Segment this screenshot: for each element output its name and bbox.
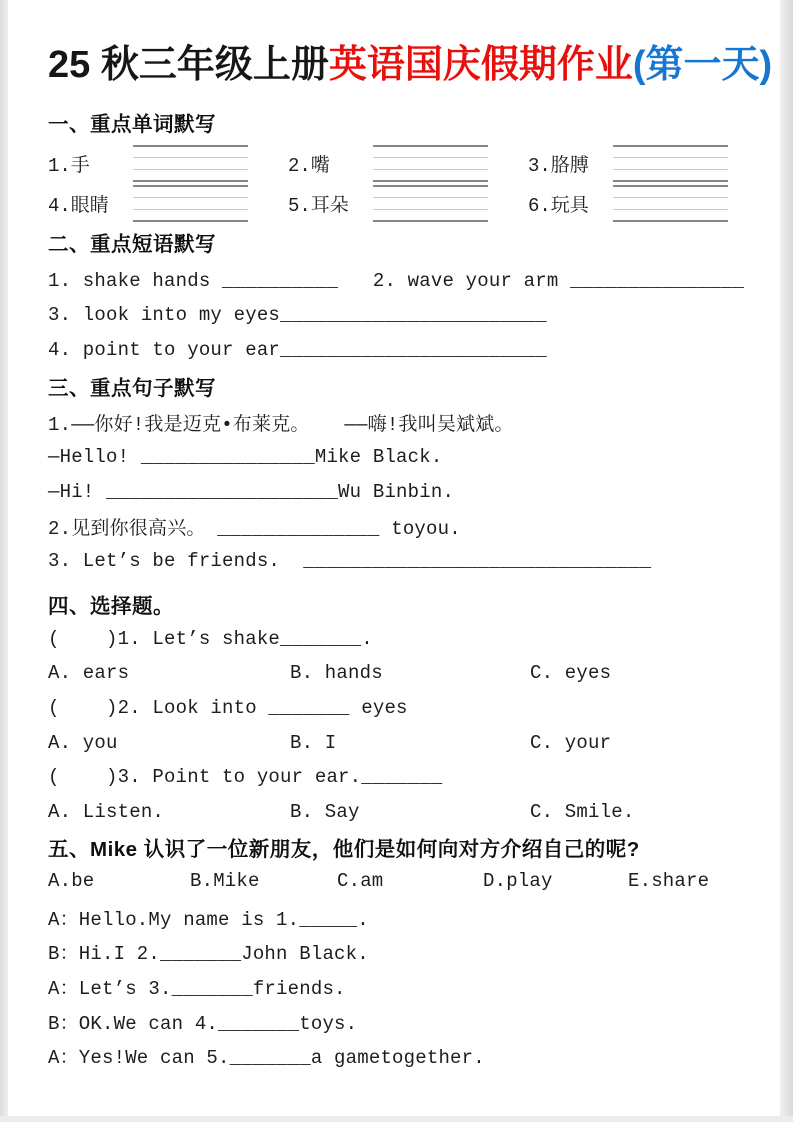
choice-option: C. eyes xyxy=(530,662,612,685)
section-dialogue-heading: 五、Mike 认识了一位新朋友，他们是如何向对方介绍自己的呢? xyxy=(48,837,640,861)
choice-options-row xyxy=(48,656,740,691)
section-choice-heading: 四、选择题。 xyxy=(48,594,174,618)
dialogue-line: B：Hi.I 2._______John Black. xyxy=(48,943,369,966)
word-item xyxy=(528,185,734,222)
phrase-line: 3. look into my eyes_______________________ xyxy=(48,304,547,327)
choice-option: B. Say xyxy=(290,801,360,824)
word-item xyxy=(48,145,248,182)
section-sentences-heading: 三、重点句子默写 xyxy=(48,376,216,400)
word-bank-option: E.share xyxy=(628,870,710,893)
word-bank-option: A.be xyxy=(48,870,95,893)
scan-edge-left xyxy=(0,0,8,1122)
word-item-label: 2.嘴 xyxy=(288,154,330,177)
word-item-label: 4.眼睛 xyxy=(48,194,109,217)
choice-option: B. I xyxy=(290,731,337,754)
choice-options-row xyxy=(48,795,740,830)
writing-guide-lines xyxy=(133,185,248,222)
title-part-red: 英语国庆假期作业 xyxy=(328,44,633,86)
dialogue-line: A：Hello.My name is 1._____. xyxy=(48,908,369,931)
writing-guide-lines xyxy=(613,145,728,182)
scan-edge-right xyxy=(780,0,793,1122)
section-words-heading: 一、重点单词默写 xyxy=(48,113,216,137)
choice-question-stem: ( )1. Let’s shake_______. xyxy=(48,627,373,650)
scan-edge-bottom xyxy=(0,1116,793,1122)
choice-option: B. hands xyxy=(290,662,383,685)
word-item xyxy=(288,145,488,182)
sentence-line: 3. Let’s be friends. ______________________________ xyxy=(48,550,652,573)
word-bank-option: C.am xyxy=(337,870,384,893)
writing-guide-lines xyxy=(373,145,488,182)
choice-option: A. ears xyxy=(48,662,130,685)
dialogue-line: A：Yes!We can 5._______a gametogether. xyxy=(48,1047,485,1070)
word-item-label: 1.手 xyxy=(48,154,90,177)
writing-guide-lines xyxy=(613,185,728,222)
choice-options-row xyxy=(48,725,740,760)
dialogue-line: B：OK.We can 4._______toys. xyxy=(48,1012,358,1035)
sentence-line: —Hi! ____________________Wu Binbin. xyxy=(48,480,455,503)
choice-question-stem: ( )2. Look into _______ eyes xyxy=(48,696,408,719)
worksheet-content xyxy=(48,0,773,1073)
word-dictation-grid xyxy=(48,145,740,222)
choice-option: A. Listen. xyxy=(48,801,165,824)
word-item-label: 5.耳朵 xyxy=(288,194,349,217)
word-item xyxy=(48,185,248,222)
word-bank-row xyxy=(48,864,740,899)
word-item-label: 3.胳膊 xyxy=(528,154,589,177)
word-item xyxy=(288,185,488,222)
phrase-line: 1. shake hands __________ 2. wave your arm _______________ xyxy=(48,269,745,292)
dialogue-line: A：Let’s 3._______friends. xyxy=(48,977,346,1000)
choice-option: C. Smile. xyxy=(530,801,635,824)
title-part-black: 25 秋三年级上册 xyxy=(48,44,329,86)
choice-option: C. your xyxy=(530,731,612,754)
writing-guide-lines xyxy=(133,145,248,182)
word-item xyxy=(528,145,734,182)
sentence-line: —Hello! _______________Mike Black. xyxy=(48,446,443,469)
phrase-line: 4. point to your ear_______________________ xyxy=(48,339,547,362)
choice-question-stem: ( )3. Point to your ear._______ xyxy=(48,766,443,789)
word-bank-option: B.Mike xyxy=(190,870,260,893)
title-part-blue: (第一天) xyxy=(632,44,773,86)
section-phrases-heading: 二、重点短语默写 xyxy=(48,233,216,257)
sentence-line: 2.见到你很高兴。 ______________ toyou. xyxy=(48,518,461,541)
choice-option: A. you xyxy=(48,731,118,754)
sentence-line: 1.——你好!我是迈克•布莱克。 ——嗨!我叫吴斌斌。 xyxy=(48,413,514,436)
writing-guide-lines xyxy=(373,185,488,222)
worksheet-title xyxy=(48,0,773,90)
word-item-label: 6.玩具 xyxy=(528,194,589,217)
word-bank-option: D.play xyxy=(483,870,553,893)
